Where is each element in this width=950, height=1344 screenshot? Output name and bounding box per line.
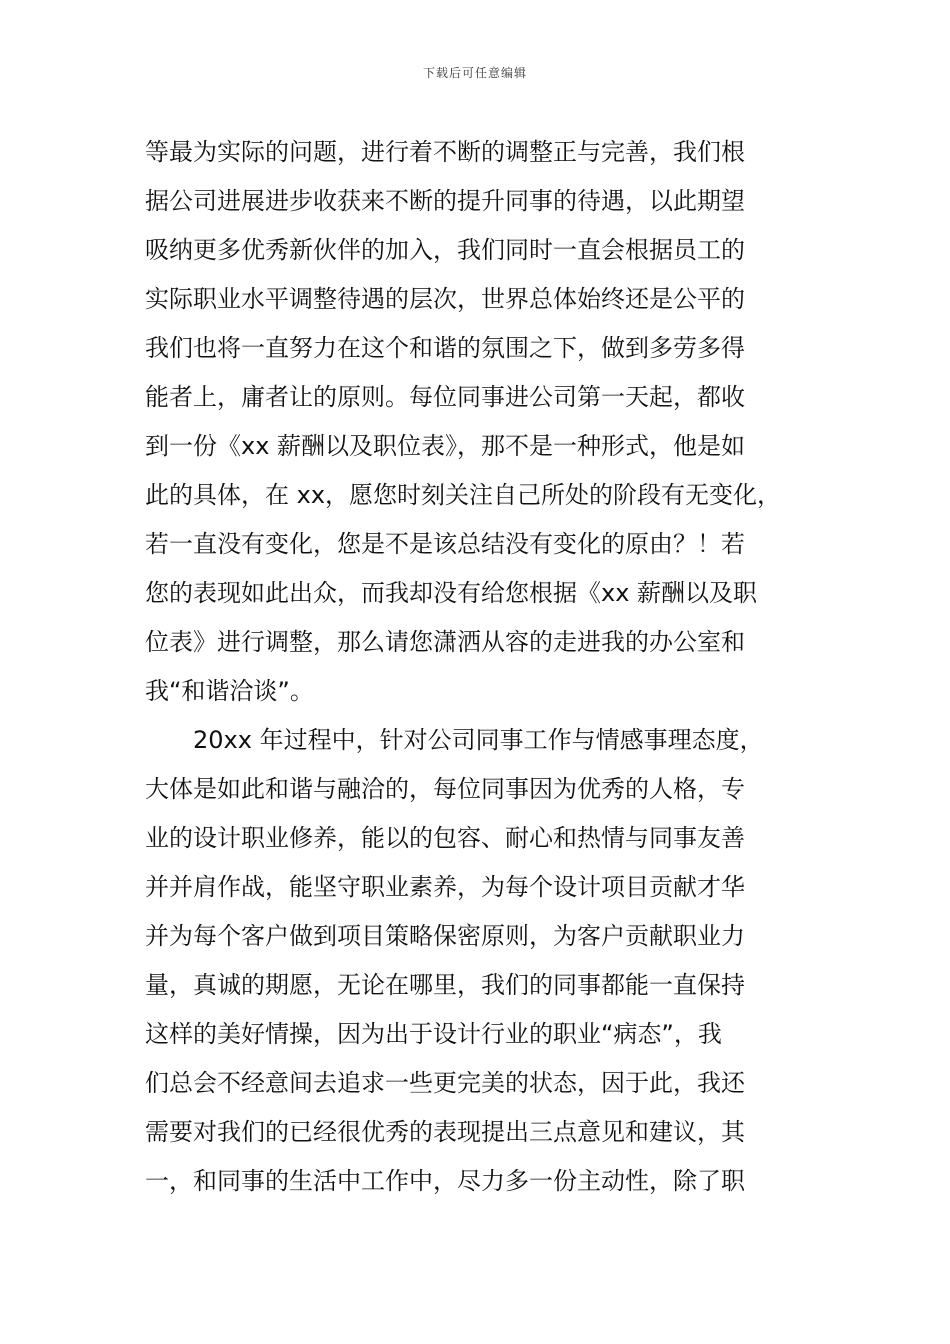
paragraph-start-line: 20xx 年过程中，针对公司同事工作与情感事理态度， bbox=[145, 726, 764, 754]
document-body bbox=[145, 128, 825, 1206]
text-line: 大体是如此和谐与融洽的，每位同事因为优秀的人格，专 bbox=[145, 775, 745, 803]
text-line: 我们也将一直努力在这个和谐的氛围之下，做到多劳多得 bbox=[145, 334, 745, 362]
text-line: 若一直没有变化，您是不是该总结没有变化的原由？！若 bbox=[145, 530, 745, 558]
text-line: 业的设计职业修养，能以的包容、耐心和热情与同事友善 bbox=[145, 824, 745, 852]
text-line: 量，真诚的期愿，无论在哪里，我们的同事都能一直保持 bbox=[145, 971, 745, 999]
text-line: 并为每个客户做到项目策略保密原则，为客户贡献职业力 bbox=[145, 922, 745, 950]
text-line: 我“和谐洽谈”。 bbox=[145, 677, 314, 705]
text-line: 一，和同事的生活中工作中，尽力多一份主动性，除了职 bbox=[145, 1167, 745, 1195]
text-line: 需要对我们的已经很优秀的表现提出三点意见和建议，其 bbox=[145, 1118, 745, 1146]
text-line: 实际职业水平调整待遇的层次，世界总体始终还是公平的 bbox=[145, 285, 745, 313]
text-line: 您的表现如此出众，而我却没有给您根据《xx 薪酬以及职 bbox=[145, 579, 758, 607]
text-line: 等最为实际的问题，进行着不断的调整正与完善，我们根 bbox=[145, 138, 745, 166]
text-line: 到一份《xx 薪酬以及职位表》，那不是一种形式，他是如 bbox=[145, 432, 746, 460]
text-line: 位表》进行调整，那么请您潇洒从容的走进我的办公室和 bbox=[145, 628, 745, 656]
text-line: 并并肩作战，能坚守职业素养，为每个设计项目贡献才华 bbox=[145, 873, 745, 901]
text-line: 吸纳更多优秀新伙伴的加入，我们同时一直会根据员工的 bbox=[145, 236, 745, 264]
text-line: 据公司进展进步收获来不断的提升同事的待遇，以此期望 bbox=[145, 187, 745, 215]
text-line: 这样的美好情操，因为出于设计行业的职业“病态”，我 bbox=[145, 1020, 722, 1048]
text-line: 能者上，庸者让的原则。每位同事进公司第一天起，都收 bbox=[145, 383, 745, 411]
text-line: 此的具体，在 xx，愿您时刻关注自己所处的阶段有无变化， bbox=[145, 481, 782, 509]
text-line: 们总会不经意间去追求一些更完美的状态，因于此，我还 bbox=[145, 1069, 745, 1097]
header-note: 下载后可任意编辑 bbox=[422, 66, 527, 80]
